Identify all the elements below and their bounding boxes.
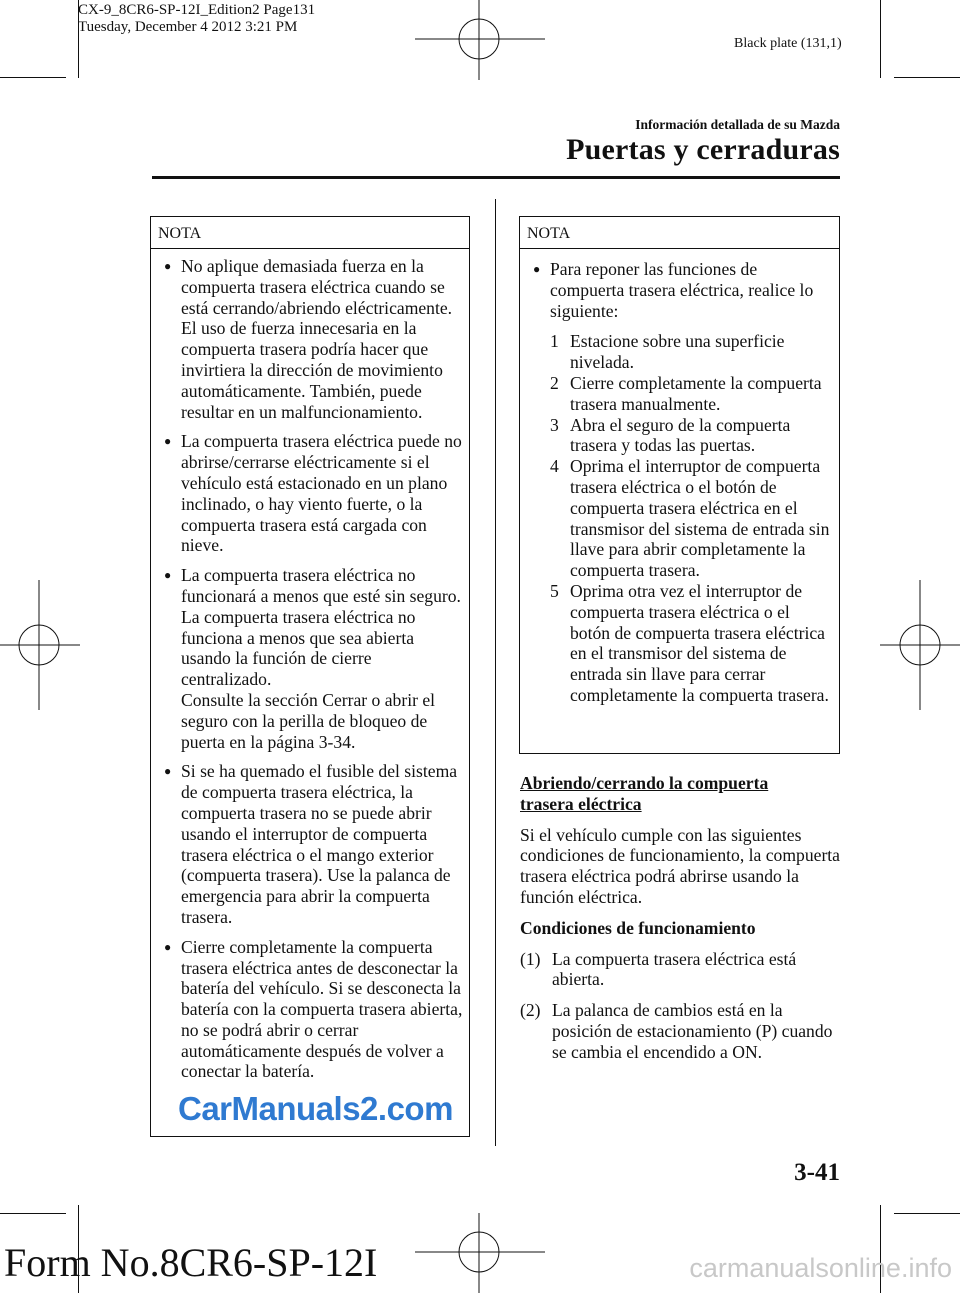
- right-note-body: [520, 249, 839, 706]
- bullet-icon: ●: [164, 259, 172, 273]
- step-item: [550, 456, 833, 581]
- step-number: 5: [550, 580, 559, 601]
- registration-mark-bottom: [415, 1213, 545, 1293]
- list-item: [151, 256, 463, 422]
- step-text: Estacione sobre una superficie nivelada.: [570, 331, 785, 373]
- condition-item: [520, 949, 840, 991]
- list-item-text: Cierre completamente la compuerta trasera eléctrica antes de desconectar la batería del vehículo. Si se desconecta la batería con la compuerta trasera abierta, no se podrá abrir o cerrar automáticamente después de volver a conectar la batería.: [181, 936, 463, 1082]
- step-number: 4: [550, 456, 559, 477]
- header-rule: [152, 176, 840, 179]
- condition-number: (1): [520, 948, 541, 969]
- condition-number: (2): [520, 1000, 541, 1021]
- condition-item: [520, 1000, 840, 1062]
- step-item: [550, 581, 833, 706]
- step-item: [550, 373, 833, 415]
- bullet-icon: ●: [164, 939, 172, 954]
- subsection-heading: Abriendo/cerrando la compuerta trasera eléctrica: [520, 773, 769, 814]
- print-header-line2: Tuesday, December 4 2012 3:21 PM: [78, 19, 298, 35]
- body-paragraph: Si el vehículo cumple con las siguientes condiciones de funcionamiento, la compuerta trasera eléctrica podrá abrirse usando la función eléctrica.: [520, 824, 840, 907]
- site-footer-link[interactable]: carmanualsonline.info: [689, 1253, 952, 1283]
- watermark-logo: CarManuals2.com: [178, 1090, 453, 1127]
- step-item: [550, 331, 833, 373]
- list-item-text: La compuerta trasera eléctrica no funcionará a menos que esté sin seguro. La compuerta trasera eléctrica no funciona a menos que sea abierta usando la función de cierre centralizado.: [181, 565, 461, 690]
- bullet-icon: ●: [164, 764, 172, 779]
- list-item: [151, 937, 463, 1083]
- bullet-icon: ●: [164, 434, 172, 449]
- list-item: [151, 431, 463, 556]
- registration-mark-right: [880, 580, 960, 710]
- list-item: [520, 259, 833, 321]
- step-item: [550, 415, 833, 457]
- list-item-text: La compuerta trasera eléctrica puede no abrirse/cerrarse eléctricamente si el vehículo está estacionado en un plano inclinado, o hay viento fuerte, o la compuerta trasera está cargada con nieve.: [181, 431, 462, 556]
- page-title: Puertas y cerraduras: [566, 133, 840, 166]
- step-text: Abra el seguro de la compuerta trasera y todas las puertas.: [570, 414, 791, 456]
- list-item: [151, 565, 463, 752]
- form-number: Form No.8CR6-SP-12I: [4, 1240, 378, 1285]
- left-note-box: [150, 216, 470, 1137]
- main-text: [520, 773, 840, 1073]
- step-text: Oprima otra vez el interruptor de compuerta trasera eléctrica o el botón de compuerta trasera eléctrica en el transmisor del sistema de entrada sin llave para cerrar completamente la compuerta trasera.: [570, 580, 829, 705]
- step-text: Oprima el interruptor de compuerta trasera eléctrica o el botón de compuerta trasera eléctrica en el transmisor del sistema de entrada sin llave para abrir completamente la compuerta trasera.: [570, 456, 830, 581]
- list-item-text: Para reponer las funciones de compuerta trasera eléctrica, realice lo siguiente:: [550, 259, 814, 321]
- list-item-text: Si se ha quemado el fusible del sistema de compuerta trasera eléctrica, la compuerta trasera no se puede abrir usando el interruptor de compuerta trasera eléctrica o el mango exterior (compuerta trasera). Use la palanca de emergencia para abrir la compuerta trasera.: [181, 761, 458, 927]
- step-number: 3: [550, 414, 559, 435]
- print-header-line1: CX-9_8CR6-SP-12I_Edition2 Page131: [78, 2, 316, 18]
- step-number: 1: [550, 331, 559, 352]
- step-text: Cierre completamente la compuerta trasera manualmente.: [570, 372, 822, 414]
- condition-text: La compuerta trasera eléctrica está abierta.: [552, 948, 797, 990]
- bullet-icon: ●: [533, 262, 541, 276]
- step-list: [520, 331, 833, 705]
- conditions-title: Condiciones de funcionamiento: [520, 917, 756, 938]
- print-header: [78, 2, 315, 36]
- condition-text: La palanca de cambios está en la posición de estacionamiento (P) cuando se cambia el encendido a ON.: [552, 1000, 833, 1062]
- column-divider: [495, 199, 496, 1146]
- list-item-text: No aplique demasiada fuerza en la compuerta trasera eléctrica cuando se está cerrando/abriendo eléctricamente. El uso de fuerza innecesaria en la compuerta trasera podría hacer que invirtiera la dirección de movimiento automáticamente. También, puede resultar en un malfuncionamiento.: [181, 256, 453, 422]
- conditions-list: [520, 949, 840, 1063]
- list-item: [151, 761, 463, 927]
- registration-mark-top: [415, 0, 545, 80]
- left-note-body: [151, 249, 469, 1082]
- plate-label: Black plate (131,1): [734, 36, 842, 51]
- bullet-icon: ●: [164, 568, 172, 583]
- page-number: 3-41: [794, 1159, 840, 1186]
- section-subtitle: Información detallada de su Mazda: [635, 117, 840, 132]
- list-item-extra-text: Consulte la sección Cerrar o abrir el seguro con la perilla de bloqueo de puerta en la página 3-34.: [181, 689, 436, 752]
- right-note-heading: NOTA: [520, 217, 839, 249]
- step-number: 2: [550, 372, 559, 393]
- registration-mark-left: [0, 580, 80, 710]
- left-note-heading: NOTA: [151, 217, 469, 249]
- right-note-box: [519, 216, 840, 754]
